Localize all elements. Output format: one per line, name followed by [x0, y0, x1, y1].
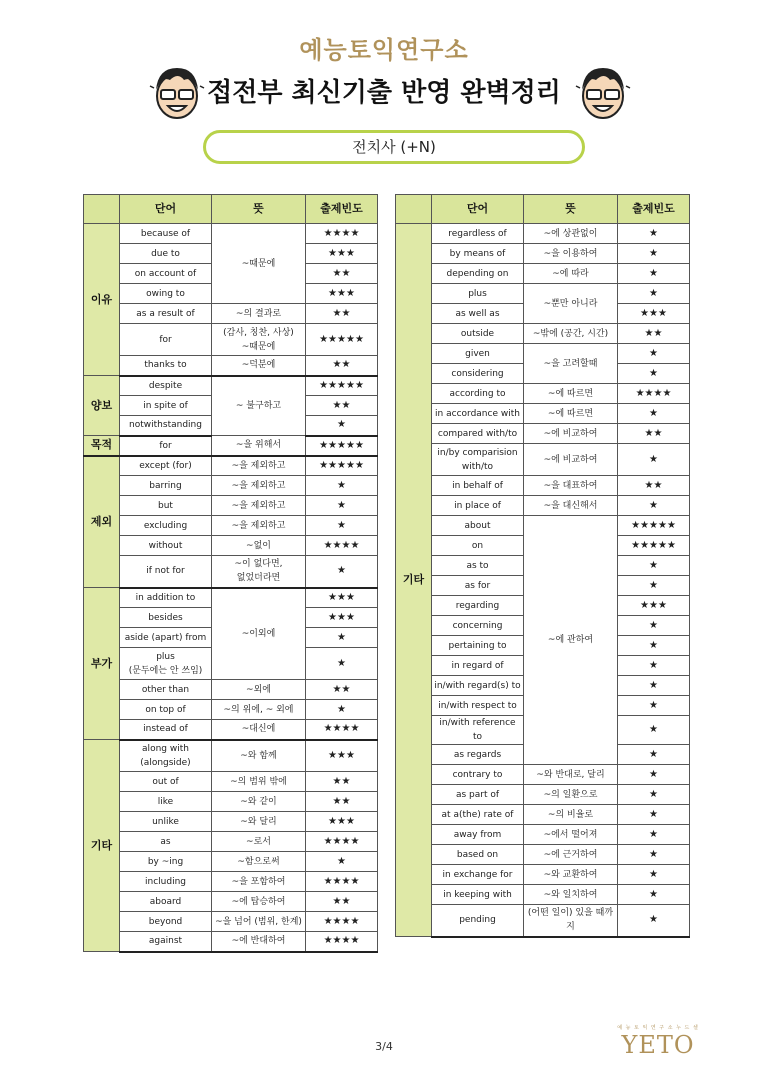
- frequency-stars: ★★★★: [306, 832, 378, 852]
- table-row: [84, 912, 378, 932]
- word-cell: in keeping with: [432, 885, 524, 905]
- meaning-cell: ~을 대표하여: [524, 476, 618, 496]
- table-row: [84, 740, 378, 772]
- frequency-stars: ★★★★★: [306, 324, 378, 356]
- table-row: [84, 812, 378, 832]
- word-cell: contrary to: [432, 765, 524, 785]
- word-cell: along with (alongside): [120, 740, 212, 772]
- table-row: [396, 324, 690, 344]
- table-row: [84, 376, 378, 396]
- table-row: [396, 765, 690, 785]
- frequency-stars: ★: [306, 416, 378, 436]
- frequency-stars: ★★★★: [306, 932, 378, 952]
- frequency-stars: ★: [306, 628, 378, 648]
- frequency-stars: ★★: [618, 424, 690, 444]
- frequency-stars: ★★: [306, 892, 378, 912]
- frequency-stars: ★★★: [306, 284, 378, 304]
- meaning-cell: ~에 따르면: [524, 384, 618, 404]
- logo-text: YETO: [621, 1031, 695, 1059]
- logo-tagline: 예 능 토 익 연 구 소 누 드 셀: [617, 1025, 699, 1031]
- header-word: 단어: [120, 195, 212, 224]
- meaning-cell: ~의 위에, ~ 외에: [212, 700, 306, 720]
- frequency-stars: ★★★★★: [618, 536, 690, 556]
- word-cell: on account of: [120, 264, 212, 284]
- frequency-stars: ★: [618, 496, 690, 516]
- header-frequency: 출제빈도: [618, 195, 690, 224]
- table-row: [396, 496, 690, 516]
- table-row: [396, 865, 690, 885]
- word-cell: because of: [120, 224, 212, 244]
- table-row: [396, 424, 690, 444]
- word-cell: including: [120, 872, 212, 892]
- word-cell: thanks to: [120, 356, 212, 376]
- frequency-stars: ★★★★★: [306, 376, 378, 396]
- frequency-stars: ★★★: [306, 608, 378, 628]
- word-cell: as part of: [432, 785, 524, 805]
- frequency-stars: ★: [618, 885, 690, 905]
- table-row: [396, 476, 690, 496]
- frequency-stars: ★★★: [618, 596, 690, 616]
- table-row: [84, 356, 378, 376]
- table-row: [396, 516, 690, 536]
- word-cell: due to: [120, 244, 212, 264]
- header-word: 단어: [432, 195, 524, 224]
- meaning-cell: ~을 포함하여: [212, 872, 306, 892]
- frequency-stars: ★: [618, 716, 690, 745]
- table-row: [396, 404, 690, 424]
- frequency-stars: ★: [618, 264, 690, 284]
- yeto-logo: [610, 1024, 706, 1059]
- table-row: [84, 516, 378, 536]
- table-row: [84, 852, 378, 872]
- word-cell: barring: [120, 476, 212, 496]
- category-label: 목적: [84, 436, 120, 456]
- table-row: [84, 832, 378, 852]
- table-header-row: [396, 195, 690, 224]
- word-cell: owing to: [120, 284, 212, 304]
- meaning-cell: ~을 제외하고: [212, 496, 306, 516]
- frequency-stars: ★: [306, 852, 378, 872]
- table-row: [396, 885, 690, 905]
- meaning-cell: ~에 따라: [524, 264, 618, 284]
- frequency-stars: ★: [306, 556, 378, 588]
- word-cell: given: [432, 344, 524, 364]
- frequency-stars: ★★: [306, 356, 378, 376]
- frequency-stars: ★: [618, 656, 690, 676]
- word-cell: pertaining to: [432, 636, 524, 656]
- table-row: [84, 720, 378, 740]
- meaning-cell: ~로서: [212, 832, 306, 852]
- word-cell: in place of: [432, 496, 524, 516]
- word-cell: besides: [120, 608, 212, 628]
- word-cell: despite: [120, 376, 212, 396]
- meaning-cell: ~외에: [212, 680, 306, 700]
- frequency-stars: ★★★: [618, 304, 690, 324]
- frequency-stars: ★★: [306, 304, 378, 324]
- frequency-stars: ★★: [306, 680, 378, 700]
- meaning-cell: ~와 함께: [212, 740, 306, 772]
- word-cell: away from: [432, 825, 524, 845]
- word-cell: against: [120, 932, 212, 952]
- frequency-stars: ★: [306, 700, 378, 720]
- table-row: [84, 324, 378, 356]
- meaning-cell: ~의 비율로: [524, 805, 618, 825]
- page-title: 접전부 최신기출 반영 완벽정리: [207, 78, 561, 108]
- meaning-cell: ~함으로써: [212, 852, 306, 872]
- word-cell: except (for): [120, 456, 212, 476]
- meaning-cell: ~뿐만 아니라: [524, 284, 618, 324]
- meaning-cell: ~에 비교하여: [524, 444, 618, 476]
- table-row: [84, 700, 378, 720]
- word-cell: in spite of: [120, 396, 212, 416]
- frequency-stars: ★★★: [306, 812, 378, 832]
- header-category: [396, 195, 432, 224]
- table-row: [84, 304, 378, 324]
- word-cell: based on: [432, 845, 524, 865]
- frequency-stars: ★: [618, 344, 690, 364]
- table-row: [396, 284, 690, 304]
- frequency-stars: ★★★★: [306, 720, 378, 740]
- frequency-stars: ★★: [306, 772, 378, 792]
- word-cell: in/with regard(s) to: [432, 676, 524, 696]
- frequency-stars: ★★★★: [618, 384, 690, 404]
- meaning-cell: (감사, 칭찬, 사상) ~때문에: [212, 324, 306, 356]
- word-cell: by means of: [432, 244, 524, 264]
- meaning-cell: (어떤 일이) 있을 때까 지: [524, 905, 618, 937]
- frequency-stars: ★: [618, 224, 690, 244]
- table-row: [396, 905, 690, 937]
- word-cell: in/by comparision with/to: [432, 444, 524, 476]
- section-subtitle: 전치사 (+N): [203, 130, 585, 164]
- word-cell: regarding: [432, 596, 524, 616]
- word-cell: as a result of: [120, 304, 212, 324]
- frequency-stars: ★★★: [306, 244, 378, 264]
- brand-title: 예능토익연구소: [299, 36, 469, 64]
- table-row: [84, 436, 378, 456]
- frequency-stars: ★: [618, 556, 690, 576]
- word-cell: pending: [432, 905, 524, 937]
- word-cell: in regard of: [432, 656, 524, 676]
- word-cell: instead of: [120, 720, 212, 740]
- table-row: [396, 384, 690, 404]
- word-cell: as well as: [432, 304, 524, 324]
- meaning-cell: ~와 반대로, 달리: [524, 765, 618, 785]
- word-cell: by ~ing: [120, 852, 212, 872]
- table-row: [84, 456, 378, 476]
- category-label: 제외: [84, 456, 120, 588]
- word-cell: if not for: [120, 556, 212, 588]
- table-row: [84, 476, 378, 496]
- frequency-stars: ★★★★: [306, 872, 378, 892]
- meaning-cell: ~의 결과로: [212, 304, 306, 324]
- meaning-cell: ~와 같이: [212, 792, 306, 812]
- table-row: [396, 444, 690, 476]
- frequency-stars: ★★★★★: [306, 456, 378, 476]
- meaning-cell: ~ 불구하고: [212, 376, 306, 436]
- frequency-stars: ★: [618, 765, 690, 785]
- meaning-cell: ~을 고려할때: [524, 344, 618, 384]
- word-cell: as: [120, 832, 212, 852]
- table-row: [396, 785, 690, 805]
- table-row: [84, 932, 378, 952]
- meaning-cell: ~와 달리: [212, 812, 306, 832]
- meaning-cell: ~을 제외하고: [212, 476, 306, 496]
- meaning-cell: ~을 대신해서: [524, 496, 618, 516]
- meaning-cell: ~을 위해서: [212, 436, 306, 456]
- word-cell: as regards: [432, 745, 524, 765]
- word-cell: unlike: [120, 812, 212, 832]
- frequency-stars: ★: [618, 616, 690, 636]
- frequency-stars: ★: [306, 516, 378, 536]
- category-label: 기타: [84, 740, 120, 952]
- meaning-cell: ~대신에: [212, 720, 306, 740]
- table-row: [396, 224, 690, 244]
- table-row: [396, 805, 690, 825]
- header-meaning: 뜻: [524, 195, 618, 224]
- page-number: 3/4: [375, 1040, 393, 1053]
- header-category: [84, 195, 120, 224]
- table-row: [396, 825, 690, 845]
- table-row: [84, 680, 378, 700]
- frequency-stars: ★: [618, 364, 690, 384]
- frequency-stars: ★: [306, 496, 378, 516]
- frequency-stars: ★★★★: [306, 536, 378, 556]
- meaning-cell: ~에 반대하여: [212, 932, 306, 952]
- word-cell: excluding: [120, 516, 212, 536]
- meaning-cell: ~에 탑승하여: [212, 892, 306, 912]
- meaning-cell: ~없이: [212, 536, 306, 556]
- frequency-stars: ★: [306, 648, 378, 680]
- frequency-stars: ★: [618, 244, 690, 264]
- word-cell: for: [120, 436, 212, 456]
- frequency-stars: ★: [618, 845, 690, 865]
- word-cell: for: [120, 324, 212, 356]
- meaning-cell: ~에 근거하여: [524, 845, 618, 865]
- frequency-stars: ★: [618, 805, 690, 825]
- meaning-cell: ~때문에: [212, 224, 306, 304]
- frequency-stars: ★★: [306, 396, 378, 416]
- word-cell: in/with reference to: [432, 716, 524, 745]
- word-cell: but: [120, 496, 212, 516]
- category-label: 기타: [396, 224, 432, 937]
- right-vocab-table: [395, 194, 690, 938]
- table-row: [84, 792, 378, 812]
- word-cell: other than: [120, 680, 212, 700]
- frequency-stars: ★: [618, 636, 690, 656]
- meaning-cell: ~에서 떨어져: [524, 825, 618, 845]
- table-row: [84, 872, 378, 892]
- frequency-stars: ★★: [306, 264, 378, 284]
- header-meaning: 뜻: [212, 195, 306, 224]
- meaning-cell: ~의 범위 밖에: [212, 772, 306, 792]
- word-cell: plus (문두에는 안 쓰임): [120, 648, 212, 680]
- frequency-stars: ★: [618, 576, 690, 596]
- word-cell: plus: [432, 284, 524, 304]
- word-cell: in exchange for: [432, 865, 524, 885]
- table-row: [84, 588, 378, 608]
- frequency-stars: ★★★★: [306, 912, 378, 932]
- word-cell: as for: [432, 576, 524, 596]
- word-cell: regardless of: [432, 224, 524, 244]
- word-cell: depending on: [432, 264, 524, 284]
- frequency-stars: ★: [618, 676, 690, 696]
- table-row: [396, 264, 690, 284]
- table-row: [84, 772, 378, 792]
- left-vocab-table: [83, 194, 378, 953]
- frequency-stars: ★: [618, 284, 690, 304]
- frequency-stars: ★★: [306, 792, 378, 812]
- frequency-stars: ★: [618, 696, 690, 716]
- word-cell: in addition to: [120, 588, 212, 608]
- frequency-stars: ★: [618, 905, 690, 937]
- word-cell: concerning: [432, 616, 524, 636]
- word-cell: notwithstanding: [120, 416, 212, 436]
- frequency-stars: ★★★: [306, 740, 378, 772]
- word-cell: in behalf of: [432, 476, 524, 496]
- word-cell: compared with/to: [432, 424, 524, 444]
- table-header-row: [84, 195, 378, 224]
- category-label: 이유: [84, 224, 120, 376]
- frequency-stars: ★★★★★: [306, 436, 378, 456]
- meaning-cell: ~을 이용하여: [524, 244, 618, 264]
- meaning-cell: ~이외에: [212, 588, 306, 680]
- word-cell: outside: [432, 324, 524, 344]
- meaning-cell: ~에 비교하여: [524, 424, 618, 444]
- meaning-cell: ~와 일치하여: [524, 885, 618, 905]
- meaning-cell: ~밖에 (공간, 시간): [524, 324, 618, 344]
- frequency-stars: ★: [618, 745, 690, 765]
- word-cell: considering: [432, 364, 524, 384]
- meaning-cell: ~의 일환으로: [524, 785, 618, 805]
- word-cell: aside (apart) from: [120, 628, 212, 648]
- header-frequency: 출제빈도: [306, 195, 378, 224]
- frequency-stars: ★: [618, 444, 690, 476]
- meaning-cell: ~에 상관없이: [524, 224, 618, 244]
- table-row: [396, 845, 690, 865]
- word-cell: beyond: [120, 912, 212, 932]
- frequency-stars: ★★★★★: [618, 516, 690, 536]
- frequency-stars: ★: [618, 865, 690, 885]
- word-cell: on: [432, 536, 524, 556]
- frequency-stars: ★★: [618, 476, 690, 496]
- table-row: [84, 224, 378, 244]
- frequency-stars: ★★: [618, 324, 690, 344]
- word-cell: out of: [120, 772, 212, 792]
- category-label: 부가: [84, 588, 120, 740]
- meaning-cell: ~을 제외하고: [212, 516, 306, 536]
- meaning-cell: ~을 제외하고: [212, 456, 306, 476]
- table-row: [84, 892, 378, 912]
- meaning-cell: ~덕분에: [212, 356, 306, 376]
- category-label: 양보: [84, 376, 120, 436]
- word-cell: about: [432, 516, 524, 536]
- frequency-stars: ★: [618, 825, 690, 845]
- table-row: [84, 536, 378, 556]
- table-row: [84, 556, 378, 588]
- word-cell: in/with respect to: [432, 696, 524, 716]
- word-cell: as to: [432, 556, 524, 576]
- word-cell: aboard: [120, 892, 212, 912]
- meaning-cell: ~에 관하여: [524, 516, 618, 765]
- frequency-stars: ★: [618, 785, 690, 805]
- table-row: [396, 344, 690, 364]
- table-row: [396, 244, 690, 264]
- word-cell: without: [120, 536, 212, 556]
- meaning-cell: ~을 넘어 (범위, 한계): [212, 912, 306, 932]
- table-row: [84, 496, 378, 516]
- word-cell: according to: [432, 384, 524, 404]
- word-cell: like: [120, 792, 212, 812]
- meaning-cell: ~와 교환하여: [524, 865, 618, 885]
- word-cell: in accordance with: [432, 404, 524, 424]
- word-cell: on top of: [120, 700, 212, 720]
- frequency-stars: ★★★★: [306, 224, 378, 244]
- frequency-stars: ★: [306, 476, 378, 496]
- meaning-cell: ~에 따르면: [524, 404, 618, 424]
- frequency-stars: ★: [618, 404, 690, 424]
- frequency-stars: ★★★: [306, 588, 378, 608]
- meaning-cell: ~이 없다면, 없었더라면: [212, 556, 306, 588]
- word-cell: at a(the) rate of: [432, 805, 524, 825]
